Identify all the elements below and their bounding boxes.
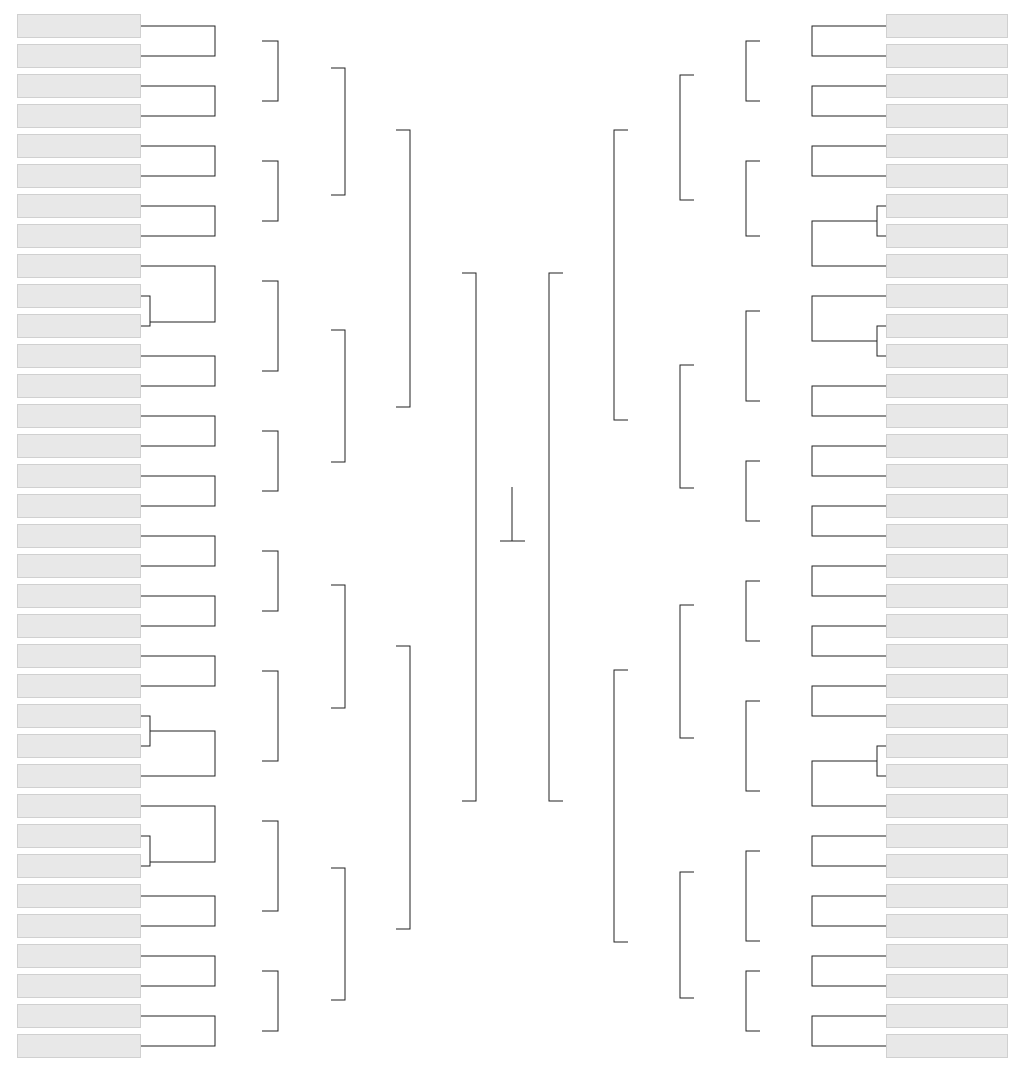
bracket-line <box>141 206 215 236</box>
player-box-right <box>886 794 1008 818</box>
player-box-left <box>17 794 141 818</box>
bracket-line <box>746 581 760 641</box>
bracket-line <box>680 872 694 998</box>
player-box-left <box>17 644 141 668</box>
player-box-right <box>886 914 1008 938</box>
player-box-right <box>886 404 1008 428</box>
player-box-right <box>886 14 1008 38</box>
bracket-line <box>141 896 215 926</box>
player-box-right <box>886 1034 1008 1058</box>
bracket-line <box>812 386 886 416</box>
player-box-left <box>17 554 141 578</box>
bracket-line <box>812 896 886 926</box>
bracket-line <box>746 701 760 791</box>
player-box-left <box>17 704 141 728</box>
bracket-line <box>141 416 215 446</box>
player-box-left <box>17 374 141 398</box>
bracket-line <box>141 356 215 386</box>
bracket-line <box>812 446 886 476</box>
bracket-line <box>746 161 760 236</box>
bracket-line <box>549 273 563 801</box>
player-box-left <box>17 134 141 158</box>
player-box-left <box>17 614 141 638</box>
player-box-right <box>886 764 1008 788</box>
bracket-line <box>141 956 215 986</box>
player-box-right <box>886 974 1008 998</box>
player-box-right <box>886 704 1008 728</box>
player-box-right <box>886 194 1008 218</box>
player-box-left <box>17 14 141 38</box>
player-box-right <box>886 464 1008 488</box>
player-box-left <box>17 104 141 128</box>
bracket-line <box>141 86 215 116</box>
bracket-line <box>746 311 760 401</box>
player-box-left <box>17 194 141 218</box>
bracket-line <box>331 585 345 708</box>
player-box-left <box>17 1004 141 1028</box>
bracket-line <box>141 731 215 776</box>
bracket-line <box>746 41 760 101</box>
bracket-line <box>812 1016 886 1046</box>
player-box-right <box>886 434 1008 458</box>
bracket-line <box>141 836 150 866</box>
player-box-right <box>886 284 1008 308</box>
player-box-left <box>17 464 141 488</box>
player-box-right <box>886 164 1008 188</box>
bracket-line <box>812 506 886 536</box>
bracket-line <box>812 761 886 806</box>
player-box-left <box>17 344 141 368</box>
bracket-line <box>141 656 215 686</box>
bracket-line <box>812 86 886 116</box>
bracket-line <box>877 746 886 776</box>
bracket-line <box>746 971 760 1031</box>
bracket-line <box>746 851 760 941</box>
bracket-line <box>680 75 694 200</box>
player-box-right <box>886 944 1008 968</box>
player-box-left <box>17 1034 141 1058</box>
bracket-line <box>262 281 278 371</box>
player-box-left <box>17 944 141 968</box>
player-box-right <box>886 554 1008 578</box>
bracket-line <box>396 646 410 929</box>
player-box-left <box>17 434 141 458</box>
bracket-line <box>141 146 215 176</box>
player-box-right <box>886 524 1008 548</box>
player-box-left <box>17 914 141 938</box>
player-box-right <box>886 1004 1008 1028</box>
bracket-line <box>614 670 628 942</box>
bracket-line <box>812 836 886 866</box>
player-box-left <box>17 44 141 68</box>
player-box-right <box>886 824 1008 848</box>
bracket-line <box>262 551 278 611</box>
player-box-right <box>886 584 1008 608</box>
player-box-right <box>886 374 1008 398</box>
bracket-line <box>262 161 278 221</box>
player-box-right <box>886 104 1008 128</box>
bracket-line <box>262 971 278 1031</box>
bracket-line <box>141 806 215 862</box>
player-box-right <box>886 344 1008 368</box>
bracket-line <box>812 146 886 176</box>
player-box-left <box>17 404 141 428</box>
player-box-left <box>17 284 141 308</box>
player-box-right <box>886 884 1008 908</box>
player-box-right <box>886 644 1008 668</box>
player-box-right <box>886 674 1008 698</box>
bracket-line <box>331 330 345 462</box>
bracket-line <box>614 130 628 420</box>
bracket-line <box>331 68 345 195</box>
player-box-right <box>886 254 1008 278</box>
bracket-line <box>141 296 150 326</box>
bracket-line <box>680 365 694 488</box>
player-box-left <box>17 494 141 518</box>
bracket-line <box>141 476 215 506</box>
player-box-left <box>17 854 141 878</box>
player-box-left <box>17 314 141 338</box>
bracket-line <box>812 626 886 656</box>
player-box-left <box>17 824 141 848</box>
bracket-line <box>262 821 278 911</box>
player-box-left <box>17 584 141 608</box>
bracket-line <box>812 221 886 266</box>
player-box-left <box>17 74 141 98</box>
bracket-line <box>462 273 476 801</box>
player-box-right <box>886 494 1008 518</box>
player-box-right <box>886 314 1008 338</box>
player-box-left <box>17 224 141 248</box>
player-box-right <box>886 44 1008 68</box>
bracket-line <box>141 596 215 626</box>
player-box-right <box>886 854 1008 878</box>
player-box-left <box>17 164 141 188</box>
player-box-right <box>886 224 1008 248</box>
bracket-line <box>812 26 886 56</box>
bracket-line <box>812 956 886 986</box>
bracket-line <box>141 266 215 322</box>
bracket-line <box>877 326 886 356</box>
player-box-right <box>886 734 1008 758</box>
bracket-line <box>262 431 278 491</box>
bracket-line <box>396 130 410 407</box>
bracket-line <box>812 566 886 596</box>
player-box-left <box>17 674 141 698</box>
player-box-left <box>17 254 141 278</box>
bracket-line <box>262 41 278 101</box>
bracket-line <box>262 671 278 761</box>
player-box-left <box>17 884 141 908</box>
bracket-line <box>141 716 150 746</box>
player-box-right <box>886 134 1008 158</box>
bracket-line <box>331 868 345 1000</box>
player-box-left <box>17 764 141 788</box>
player-box-right <box>886 74 1008 98</box>
bracket-line <box>141 26 215 56</box>
player-box-left <box>17 734 141 758</box>
bracket-line <box>746 461 760 521</box>
bracket-line <box>812 296 886 341</box>
bracket-line <box>877 206 886 236</box>
player-box-left <box>17 974 141 998</box>
bracket-line <box>680 605 694 738</box>
bracket-line <box>141 1016 215 1046</box>
bracket-line <box>141 536 215 566</box>
player-box-right <box>886 614 1008 638</box>
player-box-left <box>17 524 141 548</box>
bracket-line <box>812 686 886 716</box>
